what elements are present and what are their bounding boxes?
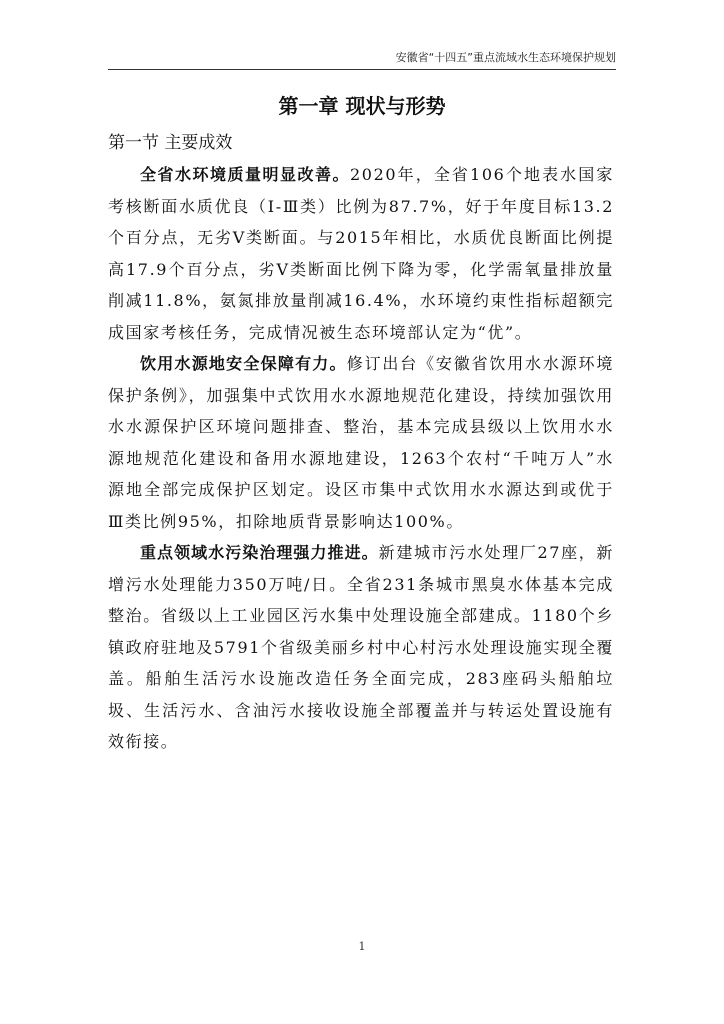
- section-title: 第一节 主要成效: [108, 133, 233, 153]
- paragraph-text: 新建城市污水处理厂27座，新增污水处理能力350万吨/日。全省231条城市黑臭水体基本完成整治。省级以上工业园区污水集中处理设施全部建成。1180个乡镇政府驻地及5791个省级美丽乡村中心村污水处理设施实现全覆盖。船舶生活污水设施改造任务全面完成，283座码头船舶垃圾、生活污水、含油污水接收设施全部覆盖并与转运处置设施有效衔接。: [108, 543, 614, 751]
- paragraph-text: 修订出台《安徽省饮用水水源环境保护条例》，加强集中式饮用水水源地规范化建设，持续加强饮用水水源保护区环境问题排查、整治，基本完成县级以上饮用水水源地规范化建设和备用水源地建设，1263个农村“千吨万人”水源地全部完成保护区划定。设区市集中式饮用水水源达到或优于Ⅲ类比例95%，扣除地质背景影响达100%。: [108, 354, 614, 531]
- paragraph-lead: 重点领域水污染治理强力推进。: [140, 543, 379, 562]
- header-divider: [108, 69, 616, 70]
- chapter-title: 第一章 现状与形势: [278, 94, 446, 118]
- paragraph-lead: 全省水环境质量明显改善。: [140, 165, 351, 184]
- paragraph-text: 2020年，全省106个地表水国家考核断面水质优良（Ⅰ-Ⅲ类）比例为87.7%，好于年度目标13.2个百分点，无劣Ⅴ类断面。与2015年相比，水质优良断面比例提高17.9个百分点，劣Ⅴ类断面比例下降为零，化学需氧量排放量削减11.8%，氨氮排放量削减16.4%，水环境约束性指标超额完成国家考核任务，完成情况被生态环境部认定为“优”。: [108, 165, 614, 342]
- running-header: 安徽省“十四五”重点流域水生态环境保护规划: [395, 51, 616, 64]
- body-text: [108, 159, 614, 758]
- page-number: 1: [358, 940, 366, 953]
- paragraph-lead: 饮用水源地安全保障有力。: [140, 354, 347, 373]
- paragraph-pollution-control: [108, 537, 614, 758]
- paragraph-water-quality: [108, 159, 614, 348]
- paragraph-drinking-water: [108, 348, 614, 537]
